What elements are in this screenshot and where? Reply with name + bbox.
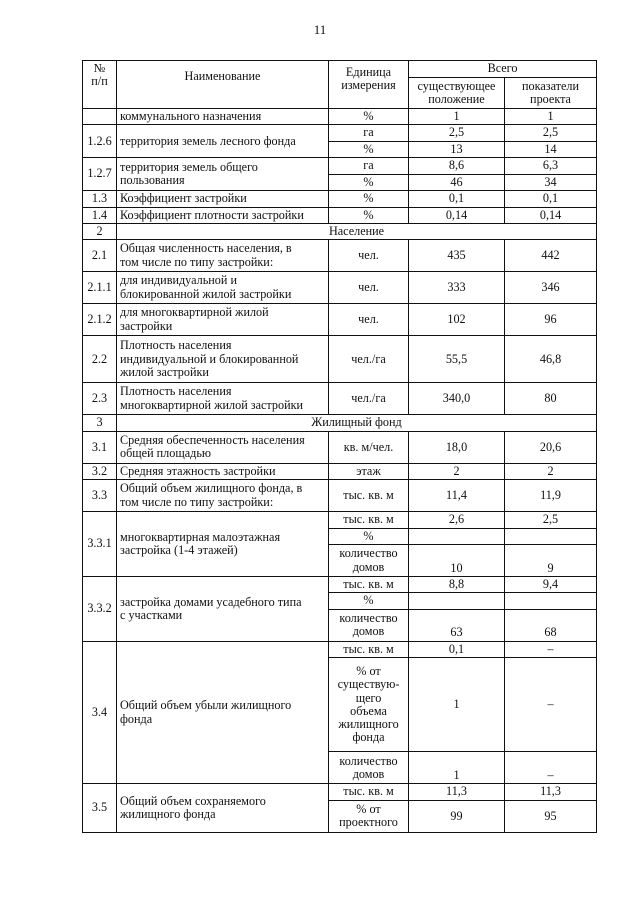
header-project: показатели проекта bbox=[505, 78, 597, 109]
table-row: % 46 34 bbox=[83, 174, 597, 190]
table-row: 2.1 Общая численность населения, в том числе по типу застройки: чел. 435 442 bbox=[83, 240, 597, 272]
header-row-1 bbox=[83, 61, 597, 78]
table-row: 3.3.1 многоквартирная малоэтажная застройка (1-4 этажей) тыс. кв. м 2,6 2,5 bbox=[83, 512, 597, 528]
table-row: 1.2.7 территория земель общего пользования га 8,6 6,3 bbox=[83, 158, 597, 174]
section-row: 2 Население bbox=[83, 223, 597, 239]
section-row: 3 Жилищный фонд bbox=[83, 415, 597, 431]
table-row: 1.3 Коэффициент застройки % 0,1 0,1 bbox=[83, 191, 597, 207]
table-row: количество домов 10 9 bbox=[83, 545, 597, 577]
header-existing: существующее положение bbox=[409, 78, 505, 109]
table-row: 2.3 Плотность населения многоквартирной жилой застройки чел./га 340,0 80 bbox=[83, 383, 597, 415]
table-row: 1.2.6 территория земель лесного фонда га 2,5 2,5 bbox=[83, 125, 597, 141]
table-row: % bbox=[83, 528, 597, 544]
indicators-table bbox=[82, 60, 597, 833]
table-row: % bbox=[83, 593, 597, 609]
table-row: % 13 14 bbox=[83, 141, 597, 157]
table-row: 1.4 Коэффициент плотности застройки % 0,14 0,14 bbox=[83, 207, 597, 223]
table-row: % от проектного 99 95 bbox=[83, 800, 597, 832]
table-row: 2.2 Плотность населения индивидуальной и блокированной жилой застройки чел./га 55,5 46,8 bbox=[83, 336, 597, 383]
header-unit: Единица измерения bbox=[329, 61, 409, 109]
table-row: количество домов 1 – bbox=[83, 752, 597, 784]
table-row: 3.2 Средняя этажность застройки этаж 2 2 bbox=[83, 463, 597, 479]
table-row: количество домов 63 68 bbox=[83, 609, 597, 641]
table-row: 3.3.2 застройка домами усадебного типа с участками тыс. кв. м 8,8 9,4 bbox=[83, 577, 597, 593]
table-row: 3.1 Средняя обеспеченность населения общей площадью кв. м/чел. 18,0 20,6 bbox=[83, 431, 597, 463]
table-row: 2.1.1 для индивидуальной и блокированной жилой застройки чел. 333 346 bbox=[83, 272, 597, 304]
header-name: Наименование bbox=[117, 61, 329, 109]
header-total: Всего bbox=[409, 61, 597, 78]
table-row: 3.4 Общий объем убыли жилищного фонда тыс. кв. м 0,1 – bbox=[83, 641, 597, 657]
table-row: 3.3 Общий объем жилищного фонда, в том числе по типу застройки: тыс. кв. м 11,4 11,9 bbox=[83, 480, 597, 512]
table-row: % от существую- щего объема жилищного фонда 1 – bbox=[83, 658, 597, 752]
page-number: 11 bbox=[313, 22, 327, 37]
table-row: коммунального назначения % 1 1 bbox=[83, 109, 597, 125]
header-number: № п/п bbox=[83, 61, 117, 109]
table-row: 2.1.2 для многоквартирной жилой застройки чел. 102 96 bbox=[83, 304, 597, 336]
section-title: Жилищный фонд bbox=[117, 415, 597, 431]
section-title: Население bbox=[117, 223, 597, 239]
table-row: 3.5 Общий объем сохраняемого жилищного фонда тыс. кв. м 11,3 11,3 bbox=[83, 784, 597, 800]
